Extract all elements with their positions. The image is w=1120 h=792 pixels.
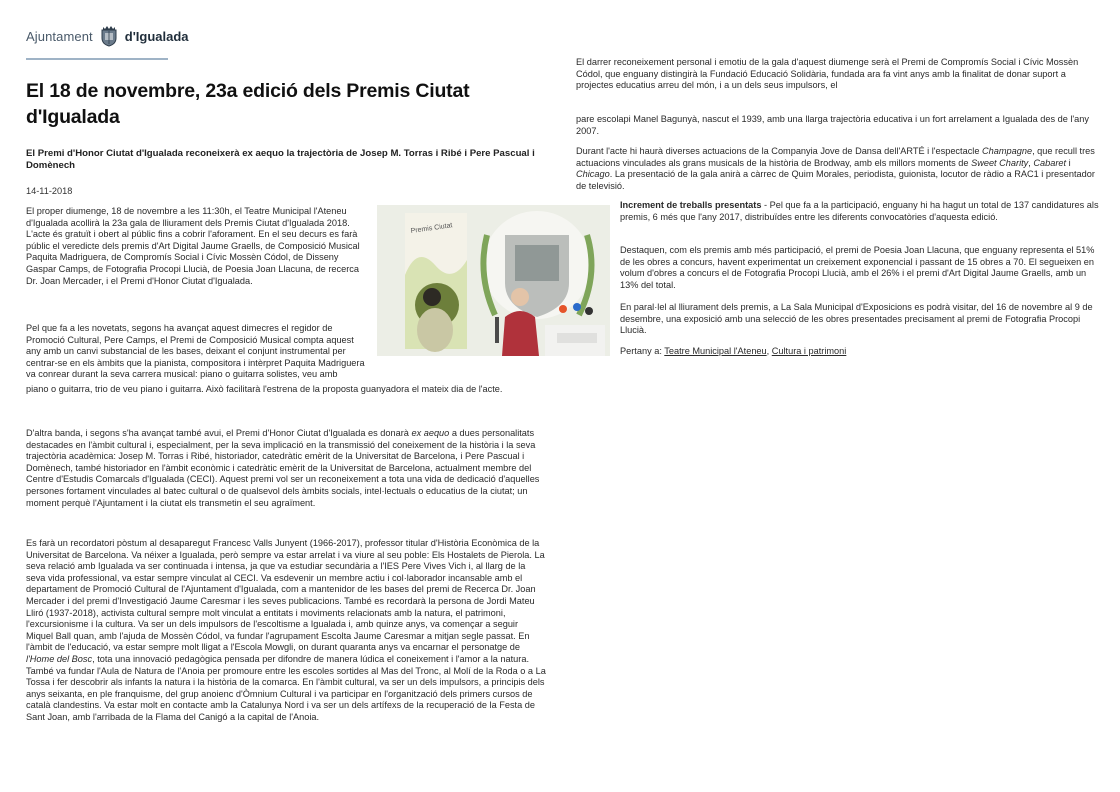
article-title: El 18 de novembre, 23a edició dels Premis Ciutat d'Igualada (26, 80, 470, 128)
logo-text-ajuntament: Ajuntament (26, 28, 93, 44)
character-name: l'Home del Bosc (26, 653, 93, 664)
paragraph-exposicio: En paral·lel al lliurament dels premis, a La Sala Municipal d'Exposicions es podrà visitar, del 16 de novembre al 9 de desembre, una exposició amb una selecció de les obres presentades precisament al premi de Fotografia Procopi Llucià. (620, 302, 1093, 336)
paragraph-novetats-cont: piano o guitarra, trio de veu piano i guitarra. Això facilitarà l'estrena de la proposta guanyadora el mateix dia de l'acte. (26, 384, 503, 394)
paragraph-novetats: Pel que fa a les novetats, segons ha avançat aquest dimecres el regidor de Promoció Cultural, Pere Camps, el Premi de Composició Musical compta aquest any amb un canvi substancial de les bases, deixant el conjunt instrumental per centrar-se en els àmbits que la pianista, compositora i intèrpret Paquita Madriguera va conrear durant la seva carrera musical: piano o guitarra solistes, veu amb (26, 323, 365, 380)
paragraph-premi-compromis: El darrer reconeixement personal i emotiu de la gala d'aquest diumenge serà el Premi de Compromís Social i Cívic Mossèn Códol, que enguany distingirà la Fundació Educació Solidària, fundada ara fa vint anys amb la finalitat de donar suport a projectes educatius arreu del món, i a un dels seus impulsors, el (576, 57, 1079, 91)
paragraph-recordatori: Es farà un recordatori pòstum al desaparegut Francesc Valls Junyent (1966-2017), professor titular d'Història Econòmica de la Universitat de Barcelona. Va néixer a Igualada, però sempre va estar arrelat i va viure al seu poble: Els Hostalets de Pierola. La seva relació amb Igualada va ser continuada i intensa, ja que va estudiar secundària a l'IES Pere Vives Vich i, al llarg de la seva vida professional, va estar sempre vinculat al CECI. Va esdevenir un membre actiu i col·laborador incansable amb el departament de Promoció Cultural de l'Ajuntament d'Igualada, com a mantenidor de les bases del premi de Recerca Dr. Joan Mercader i del premi d'Investigació Jaume Caresmar i les seves publicacions. També es recordarà la persona de Jordi Mateu Lliró (1937-2018), activista cultural sempre molt vinculat a entitats i moviments relacionats amb la natura, el patrimoni, l'excursionisme i la cultura. Va ser un dels impulsors de l'escoltisme a Igualada i, amb quinze anys, va començar a seguir Miquel Ball quan, amb l'ajuda de Mossèn Códol, va fundar l'agrupament Escolta Jaume Caresmar a mitjan segle passat. En l'àmbit de l'educació, va estar sempre molt lligat a l'Escola Mowgli, on durant quaranta anys va encarnar el personatge de l'Home del Bosc, tota una innovació pedagògica pensada per difondre de manera lúdica el coneixement i l'amor a la natura. També va fundar l'Aula de Natura de l'Anoia per promoure entre les escoles sortides al Mas del Tronc, al Molí de la Roda o a La Tossa i fer descobrir als infants la natura i la història de la comarca. En l'àmbit cultural, va ser un dels impulsors, a principis dels anys seixanta, en ple franquisme, del grup anoienc d'Òmnium Cultural i va participar en l'organització dels primers cursos de català clandestins. Va estar molt en contacte amb la Catalunya Nord i va ser un dels artífexs de la recuperació de la Festa de Sant Joan, amb l'arribada de la Flama del Canigó a la capital de l'Anoia. (26, 538, 546, 722)
coat-of-arms-icon (99, 25, 119, 47)
article-date: 14-11-2018 (26, 186, 73, 196)
article-subtitle: El Premi d'Honor Ciutat d'Igualada reconeixerà ex aequo la trajectòria de Josep M. Torras i Ribé i Pere Pascual i Domènech (26, 148, 535, 171)
paragraph-intro: El proper diumenge, 18 de novembre a les 11:30h, el Teatre Municipal l'Ateneu d'Igualada acollirà la 23a gala de lliurament dels Premis Ciutat d'Igualada 2018. L'acte és gratuït i obert al públic fins a cobrir l'aforament. En el seu decurs es farà públic el veredicte dels premis d'Art Digital Jaume Graells, de Composició Musical Paquita Madriguera, de Compromís Social i Cívic Mossèn Códol, de Disseny Gaspar Camps, de Fotografia Procopi Llucià, de Poesia Joan Llacuna, de recerca Dr. Joan Mercader, i el Premi d'Honor Ciutat d'Igualada. (26, 206, 360, 286)
tag-link-cultura[interactable]: Cultura i patrimoni (771, 346, 847, 356)
section-heading-increment: Increment de treballs presentats (620, 200, 762, 210)
site-logo[interactable] (26, 24, 189, 48)
svg-text:Premis Ciutat: Premis Ciutat (410, 222, 453, 235)
category-tags: Pertany a: Teatre Municipal l'Ateneu, Cultura i patrimoni (620, 346, 847, 356)
tag-link-teatre[interactable]: Teatre Municipal l'Ateneu (664, 346, 767, 356)
paragraph-actuacions: Durant l'acte hi haurà diverses actuacions de la Companyia Jove de Dansa dell'ARTÉ i l'espectacle Champagne, que recull tres actuacions vinculades als grans musicals de la història de Brodway, amb els millors moments de Sweet Charity, Cabaret i Chicago. La presentació de la gala anirà a càrrec de Quim Morales, periodista, guionista, locutor de ràdio a RAC1 i presentador de televisió. (576, 146, 1095, 191)
tags-label: Pertany a: (620, 346, 662, 356)
article-photo[interactable] (377, 205, 610, 356)
logo-text-igualada: d'Igualada (124, 28, 189, 44)
photo-illustration (377, 205, 610, 356)
paragraph-participacio: Destaquen, com els premis amb més participació, el premi de Poesia Joan Llacuna, que enguany representa el 51% de les obres a concurs, havent experimentat un creixement exponencial i passant de 15 obres a 70. El segueixen en volum d'obres a concurs el de Fotografia Procopi Llucià, amb el 26% i el premi d'Art Digital Jaume Graells, amb un 13% del total. (620, 245, 1095, 290)
paragraph-premi-honor: D'altra banda, i segons s'ha avançat també avui, el Premi d'Honor Ciutat d'Igualada es donarà ex aequo a dues personalitats destacades en l'àmbit cultural i, especialment, per la seva implicació en la transmissió del coneixement de la història i la seva trajectòria acadèmica: Josep M. Torras i Ribé, historiador, catedràtic emèrit de la Universitat de Barcelona, i Pere Pascual i Domènech, també historiador en l'àmbit econòmic i catedràtic emèrit de la Universitat de Barcelona, actualment membre del Centre d'Estudis Comarcals d'Igualada (CECI). Aquest premi vol ser un reconeixement a tota una vida de dedicació d'aquelles persones fortament vinculades al batec cultural o de qualsevol dels àmbits socials, intel·lectuals o educatius de la ciutat; un moment perquè l'Ajuntament i la ciutat els transmetin el seu agraïment. (26, 428, 540, 508)
paragraph-increment: Increment de treballs presentats - Pel que fa a la participació, enguany hi ha hagut un total de 137 candidatures als premis, 6 més que l'any 2017, distribuïdes entre les diferents convocatòries d'aquesta edició. (620, 200, 1099, 222)
paragraph-bagunya: pare escolapi Manel Bagunyà, nascut el 1939, amb una llarga trajectòria educativa i un fort arrelament a Igualada des de l'any 2007. (576, 114, 1089, 136)
latin-phrase: ex aequo (411, 428, 450, 438)
header-divider (26, 58, 168, 60)
